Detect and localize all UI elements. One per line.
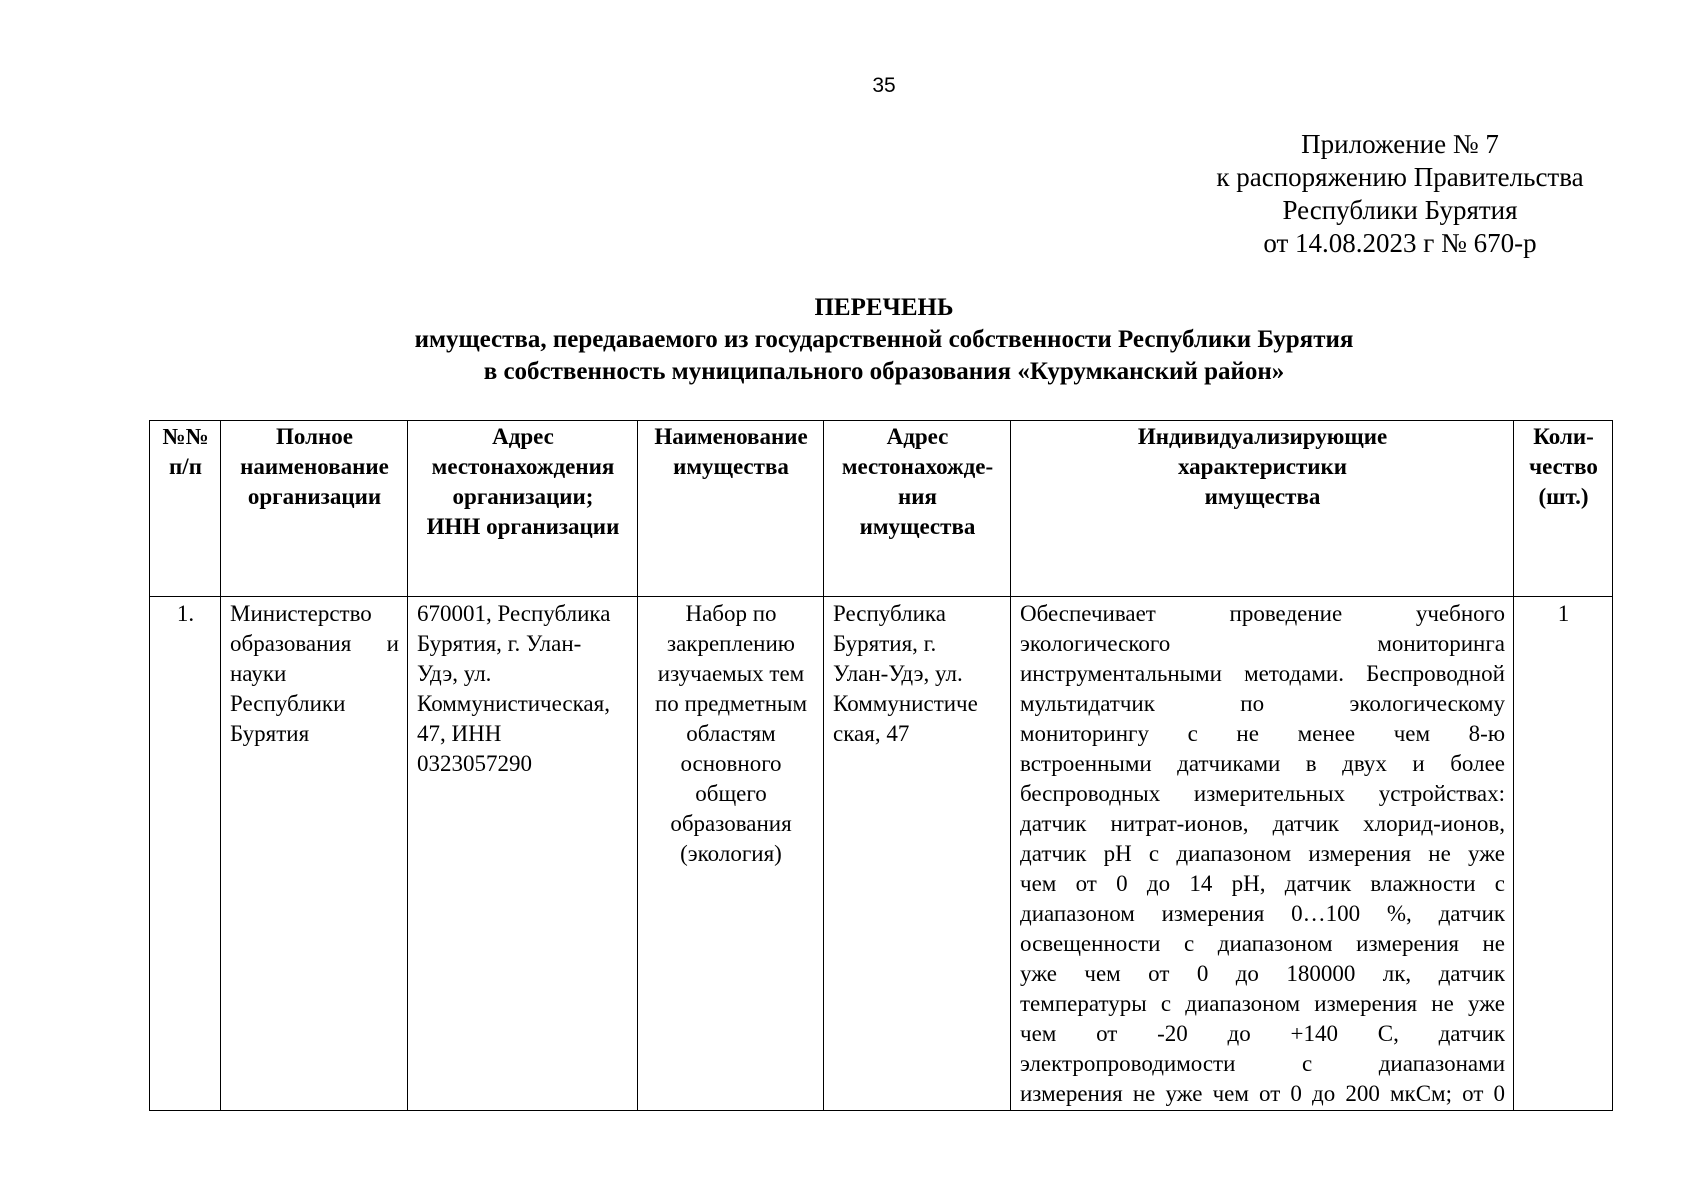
header-org-address-line: местонахождения [431, 454, 615, 479]
appendix-line: к распоряжению Правительства [1216, 162, 1584, 192]
header-quantity-line: Коли- [1533, 424, 1594, 449]
header-property-name-line: Наименование [654, 424, 808, 449]
characteristics-cell-line: уже чем от 0 до 180000 лк, датчик [1020, 961, 1505, 986]
characteristics-cell-line: Обеспечивает проведение учебного [1020, 601, 1505, 626]
characteristics-cell-line: беспроводных измерительных устройствах: [1020, 781, 1505, 806]
characteristics-cell-line: диапазоном измерения 0…100 %, датчик [1020, 901, 1505, 926]
org-name-cell-line: Бурятия [230, 721, 310, 746]
header-characteristics-line: характеристики [1177, 454, 1348, 479]
document-subtitle: в собственность муниципального образования «Курумканский район» [483, 358, 1285, 385]
header-number [150, 421, 221, 597]
property-address-cell-line: Бурятия, г. [833, 631, 937, 656]
org-address-cell-line: Удэ, ул. [417, 661, 492, 686]
table-header-row [150, 421, 1613, 597]
appendix-line: Республики Бурятия [1282, 195, 1518, 225]
characteristics-cell-line: чем от 0 до 14 pH, датчик влажности с [1020, 871, 1505, 896]
property-name-cell-line: Набор по [685, 601, 777, 626]
header-org-name [221, 421, 408, 597]
org-address-cell-line: 47, ИНН [417, 721, 502, 746]
header-org-address-line: организации; [452, 484, 594, 509]
header-org-name-line: организации [247, 484, 382, 509]
header-property-name [638, 421, 824, 597]
header-property-address-line: ния [898, 484, 937, 509]
characteristics-cell-line: измерения не уже чем от 0 до 200 мкСм; от 0 [1020, 1081, 1505, 1106]
header-characteristics-line: имущества [1204, 484, 1321, 509]
property-name-cell-line: образования [670, 811, 792, 836]
characteristics-cell [1011, 597, 1514, 1111]
document-heading [0, 292, 1698, 388]
characteristics-cell-line: температуры с диапазоном измерения не уже [1020, 991, 1505, 1016]
property-name-cell-line: изучаемых тем [657, 661, 805, 686]
property-address-cell-line: Улан-Удэ, ул. [833, 661, 963, 686]
header-quantity-line: чество [1529, 454, 1598, 479]
characteristics-cell-line: электропроводимости с диапазонами [1020, 1051, 1505, 1076]
header-property-address-line: Адрес [886, 424, 949, 449]
document-subtitle: имущества, передаваемого из государственной собственности Республики Бурятия [414, 326, 1354, 353]
header-number-line: №№ [162, 424, 209, 449]
property-name-cell-line: (экология) [680, 841, 782, 866]
quantity-cell: 1 [1514, 597, 1613, 1111]
property-name-cell-line: основного [680, 751, 782, 776]
header-property-name-line: имущества [673, 454, 789, 479]
property-name-cell [638, 597, 824, 1111]
header-quantity-line: (шт.) [1538, 484, 1589, 509]
header-characteristics [1011, 421, 1514, 597]
appendix-block [1100, 128, 1698, 260]
property-name-cell-line: закреплению [667, 631, 795, 656]
property-table [149, 420, 1613, 1111]
characteristics-cell-line: инструментальными методами. Беспроводной [1020, 661, 1505, 686]
appendix-line: Приложение № 7 [1301, 129, 1499, 159]
property-name-cell-line: по предметным [654, 691, 808, 716]
org-name-cell-line: образования и [230, 631, 399, 656]
header-org-name-line: Полное [276, 424, 353, 449]
characteristics-cell-line: мультидатчик по экологическому [1020, 691, 1505, 716]
header-org-address-line: ИНН организации [426, 514, 620, 539]
table-row [150, 597, 1613, 1111]
org-address-cell-line: Бурятия, г. Улан- [417, 631, 582, 656]
property-address-cell-line: Республика [833, 601, 946, 626]
property-address-cell-line: Коммунистиче [833, 691, 978, 716]
property-name-cell-line: областям [686, 721, 776, 746]
org-address-cell-line: 0323057290 [417, 751, 532, 776]
characteristics-cell-line: датчик pH с диапазоном измерения не уже [1020, 841, 1505, 866]
header-property-address-line: имущества [859, 514, 976, 539]
property-address-cell [824, 597, 1011, 1111]
org-address-cell [408, 597, 638, 1111]
org-name-cell-line: Республики [230, 691, 346, 716]
header-property-address-line: местонахожде- [841, 454, 994, 479]
characteristics-cell-line: мониторингу с не менее чем 8-ю [1020, 721, 1505, 746]
characteristics-cell-line: чем от -20 до +140 С, датчик [1020, 1021, 1505, 1046]
page-number: 35 [872, 74, 896, 97]
header-characteristics-line: Индивидуализирующие [1137, 424, 1388, 449]
document-title: ПЕРЕЧЕНЬ [814, 294, 954, 321]
appendix-line: от 14.08.2023 г № 670-р [1263, 228, 1537, 258]
org-name-cell-line: Министерство [230, 601, 372, 626]
org-address-cell-line: Коммунистическая, [417, 691, 610, 716]
row-number: 1. [150, 597, 221, 1111]
characteristics-cell-line: экологического мониторинга [1020, 631, 1505, 656]
header-org-name-line: наименование [240, 454, 389, 479]
header-property-address [824, 421, 1011, 597]
header-quantity [1514, 421, 1613, 597]
header-org-address-line: Адрес [492, 424, 554, 449]
property-name-cell-line: общего [695, 781, 767, 806]
org-address-cell-line: 670001, Республика [417, 601, 611, 626]
property-address-cell-line: ская, 47 [833, 721, 910, 746]
characteristics-cell-line: встроенными датчиками в двух и более [1020, 751, 1505, 776]
org-name-cell [221, 597, 408, 1111]
org-name-cell-line: науки [230, 661, 287, 686]
characteristics-cell-line: датчик нитрат-ионов, датчик хлорид-ионов, [1020, 811, 1505, 836]
header-number-line: п/п [169, 454, 202, 479]
characteristics-cell-line: освещенности с диапазоном измерения не [1020, 931, 1505, 956]
header-org-address [408, 421, 638, 597]
